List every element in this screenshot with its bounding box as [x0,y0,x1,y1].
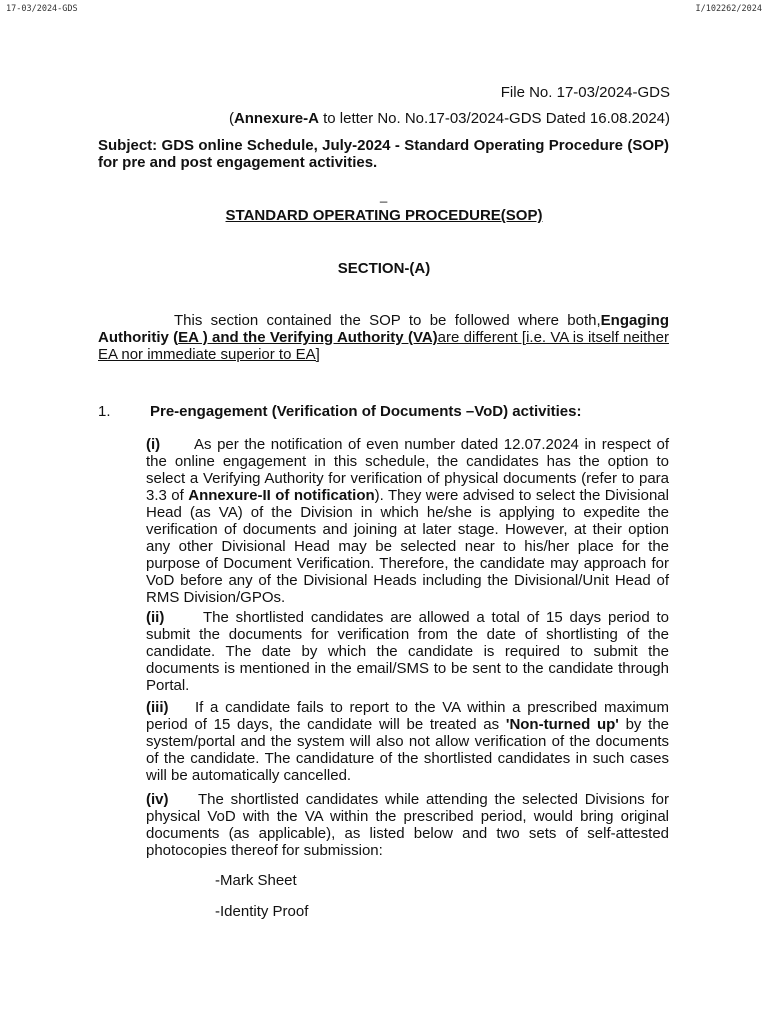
item-text: The shortlisted candidates while attending the selected Divisions for physical VoD with the VA within the prescribed period, would bring original documents (as applicable), as listed below and two sets of self-attested photocopies thereof for submission: [146,791,669,859]
annexure-label: Annexure-A [233,110,319,127]
item-label: (ii) [146,609,165,626]
item-text: As per the notification of even number dated 12.07.2024 in respect of the online engagement in this schedule, the candidates has the option to select a Verifying Authority for verification of physical documents (refer to para 3.3 of [146,436,669,504]
item-text: The shortlisted candidates are allowed a total of 15 days period to submit the documents for verification from the date of shortlisting of the candidate. The date by which the candidate is required to submit the documents is mentioned in the email/SMS to be sent to the candidate through Portal. [146,609,669,694]
separator-mark: _ [380,188,388,203]
item-label: (iii) [146,699,169,716]
file-number: File No. 17-03/2024-GDS [500,84,670,101]
section-heading: SECTION-(A) [337,260,431,277]
item-text-continued: ). They were advised to select the Divisional Head (as VA) of the Division in which he/she is applying to expedite the verification of documents and joining at later stage. However, at their option any other Divisional Head may be selected near to his/her place for the purpose of Document Verification. Therefore, the candidate may approach for VoD before any of the Divisional Heads including the Divisional/Unit Head of RMS Division/GPOs. [146,487,669,606]
document-item-identity-proof: -Identity Proof [215,903,309,920]
page-title [0,207,768,224]
list-item [146,609,669,694]
page-title-text: STANDARD OPERATING PROCEDURE(SOP) [225,207,543,224]
intro-text: This section contained the SOP to be followed where both, [174,312,601,329]
item-label: (i) [146,436,161,453]
subject-line: Subject: GDS online Schedule, July-2024 - Standard Operating Procedure (SOP) for pre and post engagement activities. [98,137,669,171]
heading-number: 1. [98,403,111,420]
annexure-open: ( [228,110,234,127]
list-item [146,436,669,606]
intro-bold-text: Engaging Authoritiy ( [98,312,669,346]
document-item-mark-sheet: -Mark Sheet [215,872,297,889]
intro-underlined-text: are different [i.e. VA is itself neither EA nor immediate superior to EA] [98,329,669,363]
item-text-continued: by the system/portal and the system will also not allow verification of the documents of the candidate. The candidature of the shortlisted candidates in such cases will be automatically cancelled. [146,716,670,784]
header-reference-right: I/102262/2024 [695,4,762,14]
item-text: If a candidate fails to report to the VA within a prescribed maximum period of 15 days, the candidate will be treated as [146,699,669,733]
list-item [146,791,669,859]
intro-paragraph [98,312,669,363]
heading-title: Pre-engagement (Verification of Documents –VoD) activities: [150,403,582,420]
item-bold-text: Annexure-II of notification [188,487,375,504]
annexure-letter-ref: to letter No. No.17-03/2024-GDS Dated 16.08.2024) [318,110,670,127]
list-item [146,699,669,784]
intro-bold-underlined-text: EA ) and the Verifying Authority (VA) [178,329,438,346]
item-label: (iv) [146,791,169,808]
annexure-line [229,110,670,127]
header-reference-left: 17-03/2024-GDS [6,4,78,14]
item-bold-text: 'Non-turned up' [505,716,619,733]
